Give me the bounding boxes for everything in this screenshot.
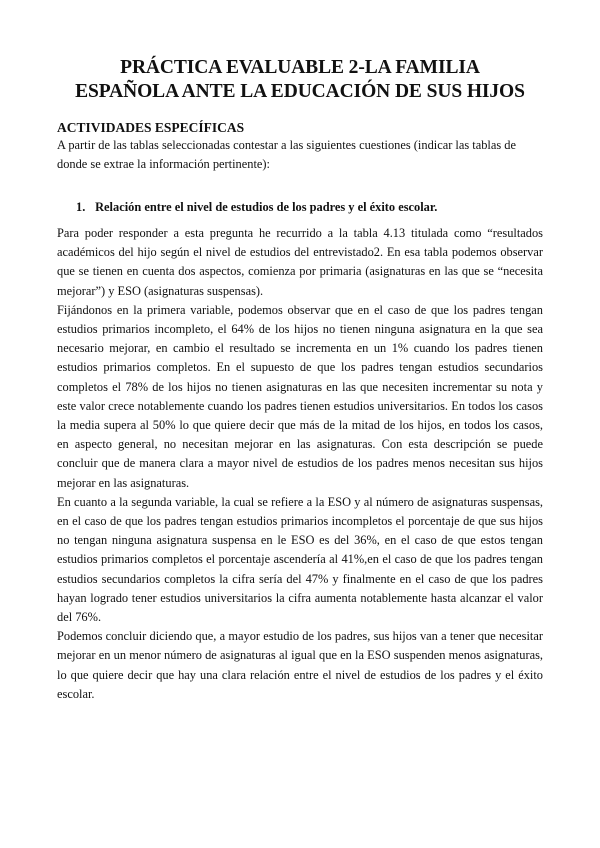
paragraph: Para poder responder a esta pregunta he recurrido a la tabla 4.13 titulada como “resultados académicos del hijo según el nivel de estudios del entrevistado2. En esa tabla podemos observar que se tienen en cuenta dos aspectos, comienza por primaria (asignaturas en las que se “necesita mejorar”) y ESO (asignaturas suspensas). bbox=[57, 226, 543, 298]
title-line-2: ESPAÑOLA ANTE LA EDUCACIÓN DE SUS HIJOS bbox=[75, 81, 525, 102]
answer-body bbox=[57, 224, 543, 704]
section-heading: ACTIVIDADES ESPECÍFICAS bbox=[57, 120, 245, 135]
intro-paragraph: A partir de las tablas seleccionadas contestar a las siguientes cuestiones (indicar las tablas de donde se extrae la información pertinente): bbox=[57, 138, 516, 171]
paragraph: Fijándonos en la primera variable, podemos observar que en el caso de que los padres tengan estudios primarios incompleto, el 64% de los hijos no tienen ninguna asignatura en la que sea necesario mejorar, en cambio el resultado se incrementa en un 1% cuando los padres tienen estudios primarios completos. En el supuesto de que los padres tengan estudios secundarios completos el 78% de los hijos no tienen asignaturas en las que necesiten incrementar su nota y este valor crece notablemente cuando los padres tienen estudios universitarios. En todos los casos la media supera al 50% lo que quiere decir que más de la mitad de los hijos, en todos los casos, en aspecto general, no necesitan mejorar en las asignaturas. Con esta descripción se puede concluir que de manera clara a mayor nivel de estudios de los padres menos necesitan sus hijos mejorar en las asignaturas. bbox=[57, 302, 543, 490]
question-heading bbox=[76, 199, 437, 216]
title-line-1: PRÁCTICA EVALUABLE 2-LA FAMILIA bbox=[120, 57, 480, 78]
paragraph: En cuanto a la segunda variable, la cual se refiere a la ESO y al número de asignaturas suspensas, en el caso de que los padres tengan estudios primarios incompletos el porcentaje de que sus hijos no tengan ninguna asignatura suspensa en le ESO es del 36%, en el caso de que estos tengan estudios primarios completos el porcentaje ascendería al 41%,en el caso de que los padres tengan estudios secundarios completos la cifra sería del 47% y finalmente en el caso de que los padres hayan logrado tener estudios universitarios la cifra aumenta notablemente hasta alcanzar el valor del 76%. bbox=[57, 494, 543, 625]
paragraph: Podemos concluir diciendo que, a mayor estudio de los padres, sus hijos van a tener que necesitar mejorar en un menor número de asignaturas al igual que en la ESO suspenden menos asignaturas, lo que quiere decir que hay una clara relación entre el nivel de estudios de los padres y el éxito escolar. bbox=[57, 629, 543, 701]
question-number: 1. bbox=[76, 200, 86, 214]
question-text: Relación entre el nivel de estudios de los padres y el éxito escolar. bbox=[95, 200, 438, 214]
page-title bbox=[40, 56, 560, 104]
